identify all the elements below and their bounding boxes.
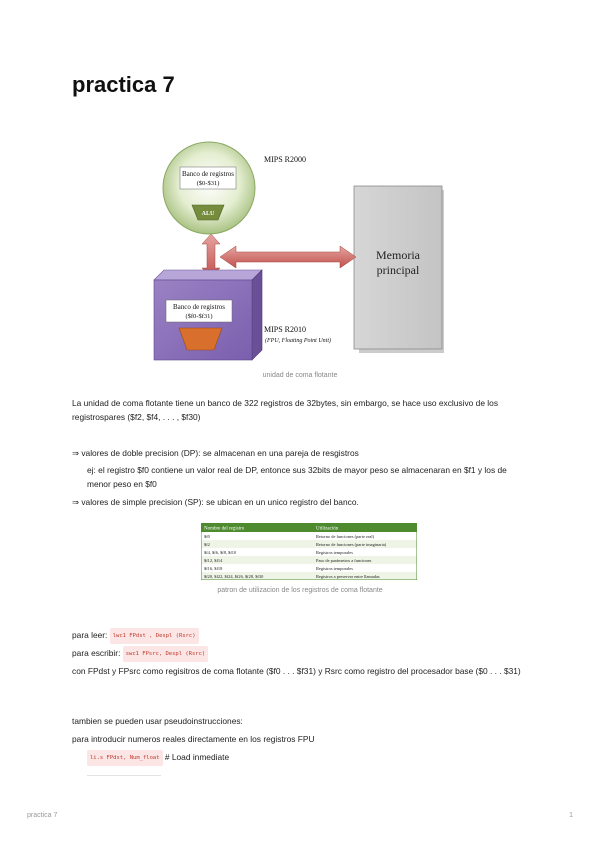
read-code: lwc1 FPdst , Despl (Rsrc)	[110, 628, 199, 644]
fpu-register-bank-label: Banco de registros	[172, 303, 226, 311]
paragraph-single-precision: ⇒ valores de simple precision (SP): se ubican en un unico registro del banco.	[72, 497, 359, 507]
load-code: li.s FPdst, Num_float	[87, 750, 163, 766]
table-header-cell: Nombre del registro	[204, 526, 245, 532]
load-comment: # Load inmediate	[164, 752, 230, 762]
paragraph-dp-example: ej: el registro $f0 contiene un valor real de DP, entonce sus 32bits de mayor peso se almacenaran en $f1 y los de menor peso en $f0	[87, 465, 507, 489]
load-line	[87, 750, 527, 766]
write-label: para escribir:	[72, 648, 121, 658]
memory-label-line1: Memoria	[376, 248, 420, 262]
table-cell: Registros temporales	[316, 566, 353, 571]
table-cell: Retorno de funciones (parte imaginaria)	[316, 542, 387, 547]
register-usage-table	[201, 523, 417, 581]
page-title: practica 7	[72, 72, 175, 97]
fpu-diagram	[152, 128, 444, 363]
separator-line	[87, 775, 161, 776]
table-caption: patron de utilizacion de los registros de coma flotante	[217, 587, 383, 594]
paragraph-fpu-bank: La unidad de coma flotante tiene un banco de 322 registros de 32bytes, sin embargo, se hace uso exclusivo de los registrospares ($f2, $f4, . . . , $f30)	[72, 398, 499, 422]
alu-label: ALU	[201, 211, 215, 217]
table-cell: $f16, $f18	[204, 566, 223, 571]
mips-r2010-label: MIPS R2010	[264, 325, 307, 334]
page-number: 1	[569, 812, 573, 819]
table-header-cell: Utilización	[316, 526, 339, 532]
fpu-register-range: ($f0-$f31)	[185, 313, 213, 320]
table-cell: $f4, $f6, $f8, $f10	[204, 550, 237, 555]
read-line	[72, 628, 532, 644]
bus-arrow-horizontal	[220, 246, 356, 268]
table-cell: $f20, $f22, $f24, $f26, $f28, $f30	[204, 574, 264, 579]
table-cell: Retorno de funciones (parte real)	[316, 534, 375, 539]
footer-title: practica 7	[27, 812, 58, 819]
write-line	[72, 646, 532, 662]
cpu-register-bank-label: Banco de registros	[181, 170, 235, 178]
read-label: para leer:	[72, 630, 108, 640]
memory-label-line2: principal	[376, 263, 420, 277]
paragraph-operands: con FPdst y FPsrc como regisitros de coma flotante ($f0 . . . $f31) y Rsrc como registro del procesador base ($0 . . . $31)	[72, 666, 521, 676]
diagram-caption: unidad de coma flotante	[262, 372, 338, 379]
table-cell: Registros temporales	[316, 550, 353, 555]
table-cell: Paso de parámetros a funciones	[316, 558, 372, 563]
write-code: swc1 FPsrc, Despl (Rsrc)	[123, 646, 208, 662]
paragraph-double-precision: ⇒ valores de doble precision (DP): se almacenan en una pareja de resgistros	[72, 448, 359, 458]
mips-r2000-label: MIPS R2000	[264, 155, 307, 164]
paragraph-introducir: para introducir numeros reales directamente en los registros FPU	[72, 734, 315, 744]
paragraph-pseudo: tambien se pueden usar pseudoinstrucciones:	[72, 716, 243, 726]
table-cell: $f12, $f14	[204, 558, 223, 563]
table-cell: $f2	[204, 542, 210, 547]
table-cell: $f0	[204, 534, 210, 539]
fpu-note: (FPU, Floating Point Unit)	[265, 338, 331, 344]
table-cell: Registros a preservar entre llamadas	[316, 574, 380, 579]
cpu-register-range: ($0-$31)	[196, 180, 220, 187]
